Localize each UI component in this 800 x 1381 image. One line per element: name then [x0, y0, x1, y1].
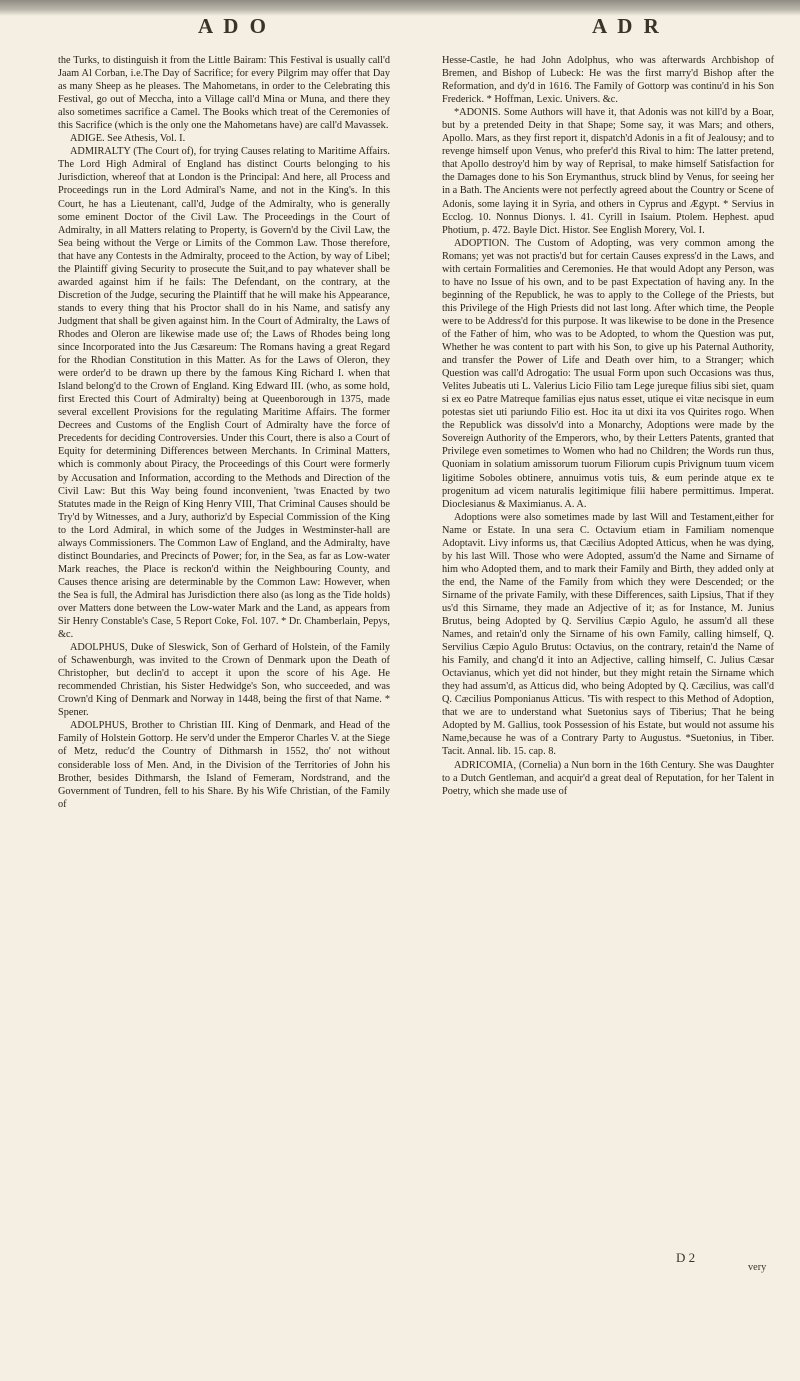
right-para-hesse: Hesse-Castle, he had John Adolphus, who was afterwards Archbishop of Bremen, and Bishop of Lubeck: He was the first marry'd Bishop after the Reformation, and dy'd in 1616. The Family of Gottorp was continu'd in his Son Frederick. * Hoffman, Lexic. Univers. &c. — [442, 55, 774, 106]
left-para-bairam: the Turks, to distinguish it from the Little Bairam: This Festival is usually call'd Jaam Al Corban, i.e.The Day of Sacrifice; for every Pilgrim may offer that Day as many Sheep as he pleases. The Mahometans, in order to the Celebrating this Festival, go out of Meccha, into a Village call'd Mina or Muna, and there they also sometimes sacrifice a Camel. The Books which treat of the Ceremonies of this Sacrifice (which is the only one the Mahometans have) are call'd Mavassek. — [58, 55, 390, 132]
right-para-adonis: *ADONIS. Some Authors will have it, that Adonis was not kill'd by a Boar, but by a pretended Deity in that Shape; Some say, it was Mars; and others, Apollo. Mars, as they first report it, dispatch'd Adonis in a fit of Jealousy; and to revenge himself upon Venus, who prefer'd this Rival to him: The latter pretend, that Apollo destroy'd him by way of Reprisal, to make himself Satisfaction for the Damages done to his Son Erymanthus, struck blind by Venus, for seeing her in a Bath. The Ancients were not perfectly agreed about the Country or Scene of Adonis, some laying it in Syria, and others in Cyprus and Ægypt. * Servius in Ecclog. 10. Nonnus Dionys. l. 41. Cyrill in Isaium. Ptolem. Hephest. apud Photium, p. 472. Bayle Dict. Histor. See English Morery, Vol. I. — [442, 107, 774, 236]
right-para-adoption: ADOPTION. The Custom of Adopting, was very common among the Romans; yet was not practis'd but for certain Causes express'd in the Laws, and with certain Formalities and Ceremonies. He that would Adopt any Person, was to have no Issue of his own, and to be past Expectation of having any. In the beginning of the Republick, he was to apply to the College of the Priests, but this Privilege of the High Priests did not last long. After which time, the People were to be Address'd for this purpose. It was likewise to be done in the Presence of the Father of him, who was to be Adopted, to whom the Question was put, Whether he was content to part with his Son, to give up his Paternal Authority, and transfer the Power of Life and Death over him, to a Stranger; which Question was call'd Adrogatio: The usual Form upon such Occasions was thus, Velites Jubeatis uti L. Valerius Licio Filio tam Lege jureque filius sibi siet, quam si ex eo Patre Matreque familias ejus natus esset, utique ei vitæ necisque in eum potestas siet uti pariundo Filio est. Hoc ita ut dixi ita vos Quirites rogo. When the Republick was dissolv'd into a Monarchy, Adoptions were made by the Sovereign Authority of the Emperors, who, by their Letters Patents, granted that Privilege even sometimes to Women who had no Children; the Words run thus, Quoniam in solatium amissorum tuorum Filiorum cupis Privignum tuum vicem ligitime Soboles obtinere, annuimus votis tuis, & eum perinde atque ex te progenitum ad vicem naturalis legitimique filii habere permittimus. Imperat. Dioclesianus & Maximianus. A. A. — [442, 237, 774, 510]
running-head-left: A D O — [198, 14, 270, 38]
left-para-adolphus-1: ADOLPHUS, Duke of Sleswick, Son of Gerhard of Holstein, of the Family of Schawenburgh, was invited to the Crown of Denmark upon the Death of Christopher, but declin'd to accept it upon the score of his Age. He recommended Christian, his Sister Hedwidge's Son, who succeeded, and was Crown'd King of Denmark and Norway in 1448, being the first of that Name. * Spener. — [58, 642, 390, 719]
running-head — [0, 14, 800, 50]
left-column — [58, 54, 390, 811]
catchword: very — [748, 1262, 767, 1273]
left-para-adolphus-2: ADOLPHUS, Brother to Christian III. King of Denmark, and Head of the Family of Holstein Gottorp. He serv'd under the Emperor Charles V. at the Siege of Metz, reduc'd the Country of Dithmarsh in 1552, tho' not without considerable loss of Men. And, in the Division of the Territories of John his Brother, besides Dithmarsh, the Island of Femeram, Nordstrand, and the Government of Tundren, fell to his Share. By his Wife Christian, of the Family of — [58, 720, 390, 810]
right-para-adoptions-will: Adoptions were also sometimes made by last Will and Testament,either for Name or Estate. In una sera C. Octavium etiam in Familiam nomenque Adoptavit. Livy informs us, that Cæcilius Adopted Atticus, when he was dying, by his last Will. Those who were Adopted, assum'd the Name and Sirname of him who Adopted them, and to mark their Family and Birth, they added only at the end, the Name of the Family from which they were Descended; or the Sirname of the private Family, with these Differences, saith Lipsius, That if they us'd this Sirname, they made an Adjective of it; as for Instance, M. Junius Brutus, being Adopted by Q. Servilius Cæpio Agulo, he assum'd all these Names, and retain'd only the Sirname of his own Family, calling himself, Q. Servilius Cæpio Agulo Brutus: Octavius, on the contrary, retain'd the Name of his Family, and chang'd it into an Adjective, calling himself, C. Julius Cæsar Octavianus, which yet did not hinder, but they might retain the Sirname which they had assum'd, as Atticus did, who being Adopted by Q. Cæcilius, was call'd Q. Cæcilius Pomponianus Atticus. 'Tis with respect to this Method of Adoption, that we are to understand what Suetonius says of Tiberius; That he being Adopted by M. Gallius, took Possession of his Estate, but would not assume his Name,because he was of a Contrary Party to Augustus. *Suetonius, in Tiber. Tacit. Annal. lib. 15. cap. 8. — [442, 511, 774, 758]
right-para-adricomia: ADRICOMIA, (Cornelia) a Nun born in the 16th Century. She was Daughter to a Dutch Gentleman, and acquir'd a great deal of Reputation, for her Talent in Poetry, which she made use of — [442, 759, 774, 797]
signature-mark: D 2 — [676, 1250, 696, 1265]
right-column — [442, 54, 774, 798]
left-para-adige: ADIGE. See Athesis, Vol. I. — [70, 133, 186, 145]
left-para-admiralty: ADMIRALTY (The Court of), for trying Causes relating to Maritime Affairs. The Lord High Admiral of England has distinct Courts belonging to his Jurisdiction, whereof that at London is the Principal: And here, all Process and Proceedings run in the Lord Admiral's Name, and not in the King's. In this Court, he has a Lieutenant, call'd, Judge of the Admiralty, who is generally some eminent Doctor of the Civil Law. The Proceedings in the Court of Admiralty, in all Matters relating to Property, is Govern'd by the Civil Law, the Sea being without the Verge or Limits of the Common Law. Those therefore, that have any Contests in the Admiralty, proceed to the Action, by way of Libel; the Plaintiff giving Security to prosecute the Suit,and to pay whatever shall be awarded against him if he fails: The Defendant, on the contrary, at the Discretion of the Judge, securing the Plaintiff that he will make his Appearance, stands to every thing that his Proctor shall do in his Name, and satisfy any Judgment that shall be given against him. In the Court of Admiralty, the Laws of Rhodes and Oleron are likewise made use of; the Laws of Rhodes being long since Incorporated into the Jus Cæsareum: The Romans having a great Regard for the Rhodian Constitution in this Matter. As for the Laws of Oleron, they were order'd to be drawn up there by the famous King Richard I. when that Island belong'd to the Crown of England. King Edward III. (who, as some hold, first Erected this Court of Admiralty) being at Queenborough in 1375, made several excellent Provisions for the regulating Maritime Affairs. The former Decrees and Customs of the English Court of Admiralty have the force of Precedents for deciding Controversies. Under this Court, there is also a Court of Equity for determining Differences between Merchants. In Criminal Matters, which is commonly about Piracy, the Proceedings of this Court were formerly by Accusation and Information, according to the Methods and Direction of the Civil Law: But this Way being found inconvenient, 'twas Enacted by two Statutes made in the Reign of King Henry VIII, That Criminal Causes should be Try'd by Witnesses, and a Jury, authoriz'd by Especial Commission of the King to the Lord Admiral, in which some of the Judges in Westminster-hall are always Commissioners. The Common Law of England, and the Admiralty, have distinct Boundaries, and Precincts of Power; for, in the Sea, as far as Low-water Mark reaches, the Place is reckon'd within the Neighbouring County, and Causes thence arising are determinable by the Common Law: However, when the Sea is full, the Admiral has Jurisdiction there also (as long as the Tide holds) over Matters done between the Low-water Mark and the Land, as appears from Sir Henry Constable's Case, 5 Report Coke, Fol. 107. * Dr. Chamberlain, Pepys, &c. — [58, 146, 390, 641]
running-head-right: A D R — [592, 14, 662, 38]
